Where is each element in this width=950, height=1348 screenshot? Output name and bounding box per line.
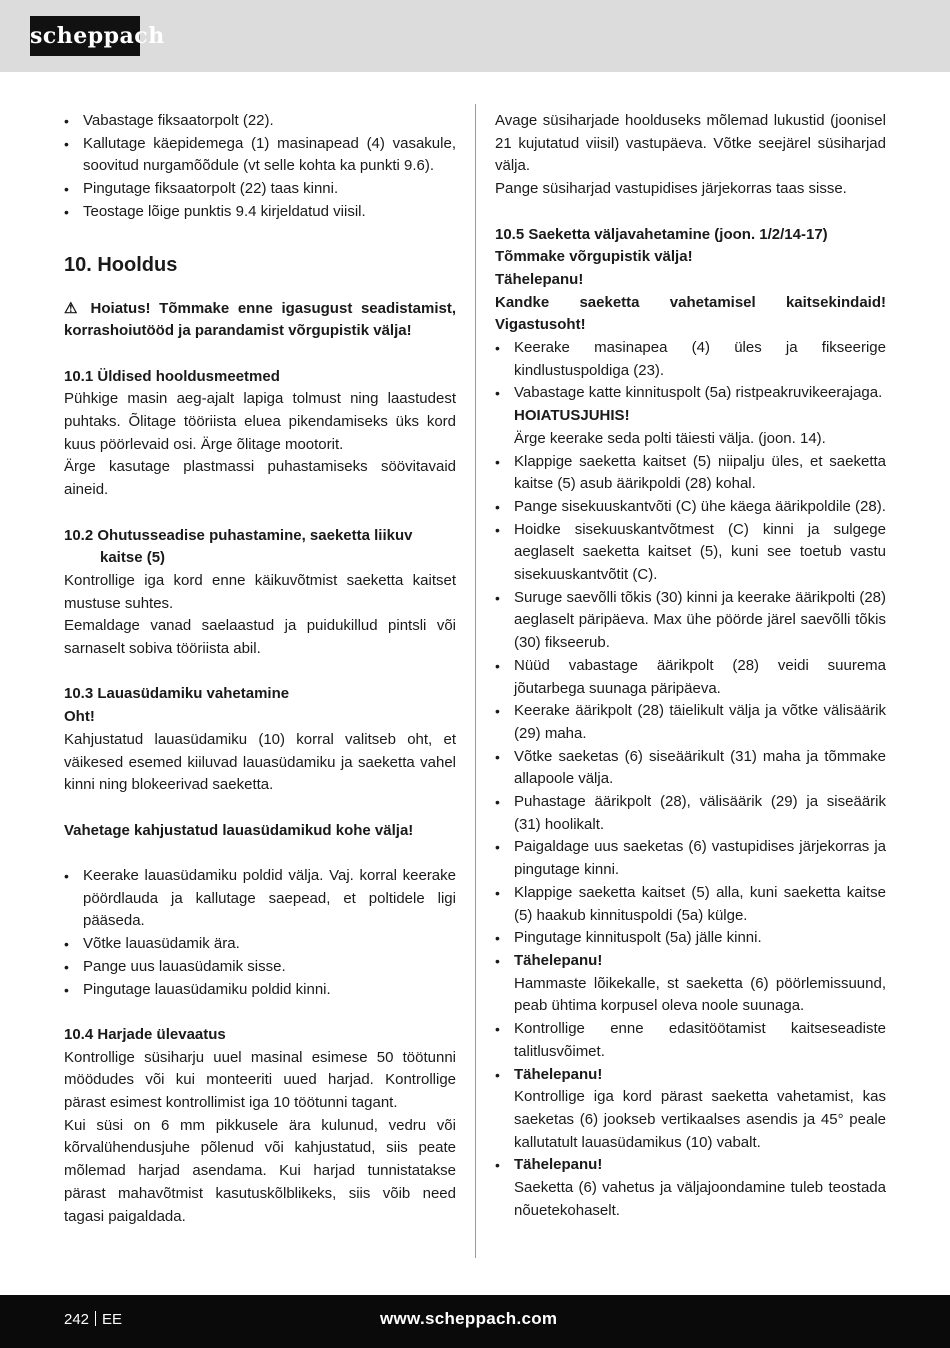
attention-label: Tähelepanu! xyxy=(495,270,584,288)
bold-instruction: Vahetage kahjustatud lauasüdamikud kohe välja! xyxy=(64,821,414,839)
paragraph: Kontrollige iga kord enne käikuvõtmist saeketta kaitset mustuse suhtes. xyxy=(64,571,456,612)
website-link[interactable]: www.scheppach.com xyxy=(380,1309,558,1328)
attention-label: • Tähelepanu! xyxy=(514,952,603,969)
list-item: • Hoidke sisekuuskantvõtmest (C) kinni ja sulgege aeglaselt saeketta kaitset (5), kuni see toetub vastu sisekuuskantvõtit (C). xyxy=(495,519,886,587)
paragraph: Pühkige masin aeg-ajalt lapiga tolmust ning laastudest puhtaks. Õlitage tööriista eluea pikendamiseks üks kord kuus pöörlevaid osi. Ärge õlitage mootorit. xyxy=(64,390,456,453)
attention-label: • Tähelepanu! xyxy=(514,1156,603,1174)
list-item: • Kallutage käepidemega (1) masinapead (4) vasakule, soovitud nurgamõõdule (vt selle kohta ka punkti 9.6). xyxy=(64,133,456,178)
column-divider xyxy=(475,104,476,1258)
list-item: • Nüüd vabastage äärikpolt (28) veidi suurema jõutarbega suunaga päripäeva. xyxy=(495,655,886,700)
danger-label: Oht! xyxy=(64,708,95,726)
list-item: • Kontrollige enne edasitöötamist kaitseseadiste talitlusvõimet. xyxy=(495,1018,886,1063)
list-item xyxy=(495,950,886,1018)
list-item: • Keerake masinapea (4) üles ja fikseerige kindlustuspoldiga (23). xyxy=(495,337,886,382)
warning-text: ⚠ Hoiatus! Tõmmake enne igasugust seadistamist, korrashoiutööd ja parandamist võrgupistik välja! xyxy=(64,299,456,340)
paragraph: Ärge kasutage plastmassi puhastamiseks söövitavaid aineid. xyxy=(64,458,456,499)
list-item: • Pange uus lauasüdamik sisse. xyxy=(64,956,456,979)
language-code: EE xyxy=(102,1311,123,1328)
blade-replacement-list xyxy=(495,337,886,1222)
list-item: • Puhastage äärikpolt (28), välisäärik (29) ja siseäärik (31) hoolikalt. xyxy=(495,791,886,836)
attention-text: Hammaste lõikekalle, st saeketta (6) pöörlemissuund, peab ühtima korpusel oleva noole suunaga. xyxy=(514,974,886,1015)
list-item xyxy=(495,1154,886,1222)
subsection-title-10-2-cont: kaitse (5) xyxy=(100,549,166,567)
subsection-title-10-1: 10.1 Üldised hooldusmeetmed xyxy=(64,367,280,385)
paragraph: Kahjustatud lauasüdamiku (10) korral valitseb oht, et väikesed esemed kiiluvad lauasüdamiku ja saeketta vahel kinni ning blokeerivad saeketta. xyxy=(64,730,456,794)
list-item: • Paigaldage uus saeketas (6) vastupidises järjekorras ja pingutage kinni. xyxy=(495,836,886,881)
page-number xyxy=(64,1309,122,1331)
section-title: 10. Hooldus xyxy=(64,253,178,276)
page-footer xyxy=(0,1295,950,1348)
page-header xyxy=(0,0,950,72)
paragraph: Pange süsiharjad vastupidises järjekorras taas sisse. xyxy=(495,180,847,198)
list-item: • Klappige saeketta kaitset (5) niipalju üles, et saeketta kaitse (5) asub äärikpoldi (28) kohal. xyxy=(495,451,886,496)
list-item: • Teostage lõige punktis 9.4 kirjeldatud viisil. xyxy=(64,201,456,224)
list-item: • Pingutage lauasüdamiku poldid kinni. xyxy=(64,979,456,1002)
intro-list xyxy=(64,110,456,224)
warning-label: HOIATUSJUHIS! xyxy=(514,407,630,425)
paragraph: Eemaldage vanad saelaastud ja puidukillud pintsli või sarnaselt sobiva tööriista abil. xyxy=(64,617,456,658)
right-column xyxy=(495,110,886,1222)
list-item: • Pingutage kinnituspolt (5a) jälle kinni. xyxy=(495,927,886,950)
gloves-warning: Kandke saeketta vahetamisel kaitsekindaid! Vigastusoht! xyxy=(495,293,886,334)
left-column xyxy=(64,110,456,1228)
warning-note: Ärge keerake seda polti täiesti välja. (joon. 14). xyxy=(514,429,826,447)
list-item: • Võtke lauasüdamik ära. xyxy=(64,933,456,956)
paragraph: Avage süsiharjade hoolduseks mõlemad lukustid (joonisel 21 kujutatud viisil) vastupäeva. Võtke seejärel süsiharjad välja. xyxy=(495,112,886,175)
brand-logo: scheppach xyxy=(30,16,140,56)
list-item: • Pange sisekuuskantvõti (C) ühe käega äärikpoldile (28). xyxy=(495,496,886,519)
list-item xyxy=(495,1064,886,1155)
page-number-value: 242 xyxy=(64,1311,90,1328)
list-item: • Suruge saevõlli tõkis (30) kinni ja keerake äärikpolti (28) aeglaselt päripäeva. Max ühe pöörde järel saevõlli tõkis (30) fikseerub. xyxy=(495,587,886,655)
attention-label: • Tähelepanu! xyxy=(514,1065,603,1083)
attention-text: Kontrollige iga kord pärast saeketta vahetamist, kas saeketas (6) jookseb vertikaalses asendis ja 45° peale kallutatult lauasüdamikus (10) vabalt. xyxy=(514,1088,886,1151)
subsection-title-10-3: 10.3 Lauasüdamiku vahetamine xyxy=(64,685,290,703)
list-item: • Keerake lauasüdamiku poldid välja. Vaj. korral keerake pöördlauda ja kallutage saepead, et poltidele ligi pääseda. xyxy=(64,865,456,933)
paragraph: Kontrollige süsiharju uuel masinal esimese 50 töötunni möödudes või kui monteeriti uued harjad. Kontrollige pärast esimest kontrollimist iga 10 töötunni tagant. xyxy=(64,1048,456,1112)
page-separator xyxy=(95,1311,96,1326)
core-replacement-list xyxy=(64,865,456,1001)
subsection-title-10-2: 10.2 Ohutusseadise puhastamine, saeketta liikuv xyxy=(64,526,413,544)
paragraph: Kui süsi on 6 mm pikkusele ära kulunud, vedru või kõrvalühendusjuhe põlenud või kahjustatud, siis peate mõlemad harjad asendama. Kui harjad tunnistatakse pärast mahavõtmist kasutuskõlblikeks, siis võib need tagasi paigaldada. xyxy=(64,1116,456,1225)
list-item: • Klappige saeketta kaitset (5) alla, kuni saeketta kaitse (5) haakub kinnituspoldi (5a) külge. xyxy=(495,882,886,927)
list-item xyxy=(495,382,886,450)
list-item: • Pingutage fiksaatorpolt (22) taas kinni. xyxy=(64,178,456,201)
list-item: • Vabastage fiksaatorpolt (22). xyxy=(64,110,456,133)
list-item: • Võtke saeketas (6) siseäärikult (31) maha ja tõmmake allapoole välja. xyxy=(495,746,886,791)
subsection-title-10-4: 10.4 Harjade ülevaatus xyxy=(64,1025,226,1043)
subsection-title-10-5: 10.5 Saeketta väljavahetamine (joon. 1/2/14-17) xyxy=(495,225,828,243)
list-item: • Keerake äärikpolt (28) täielikult välja ja võtke välisäärik (29) maha. xyxy=(495,700,886,745)
unplug-warning: Tõmmake võrgupistik välja! xyxy=(495,248,693,266)
attention-text: Saeketta (6) vahetus ja väljajoondamine tuleb teostada nõuetekohaselt. xyxy=(514,1179,886,1219)
list-item-text: Vabastage katte kinnituspolt (5a) ristpeakruvikeerajaga. xyxy=(514,384,883,402)
